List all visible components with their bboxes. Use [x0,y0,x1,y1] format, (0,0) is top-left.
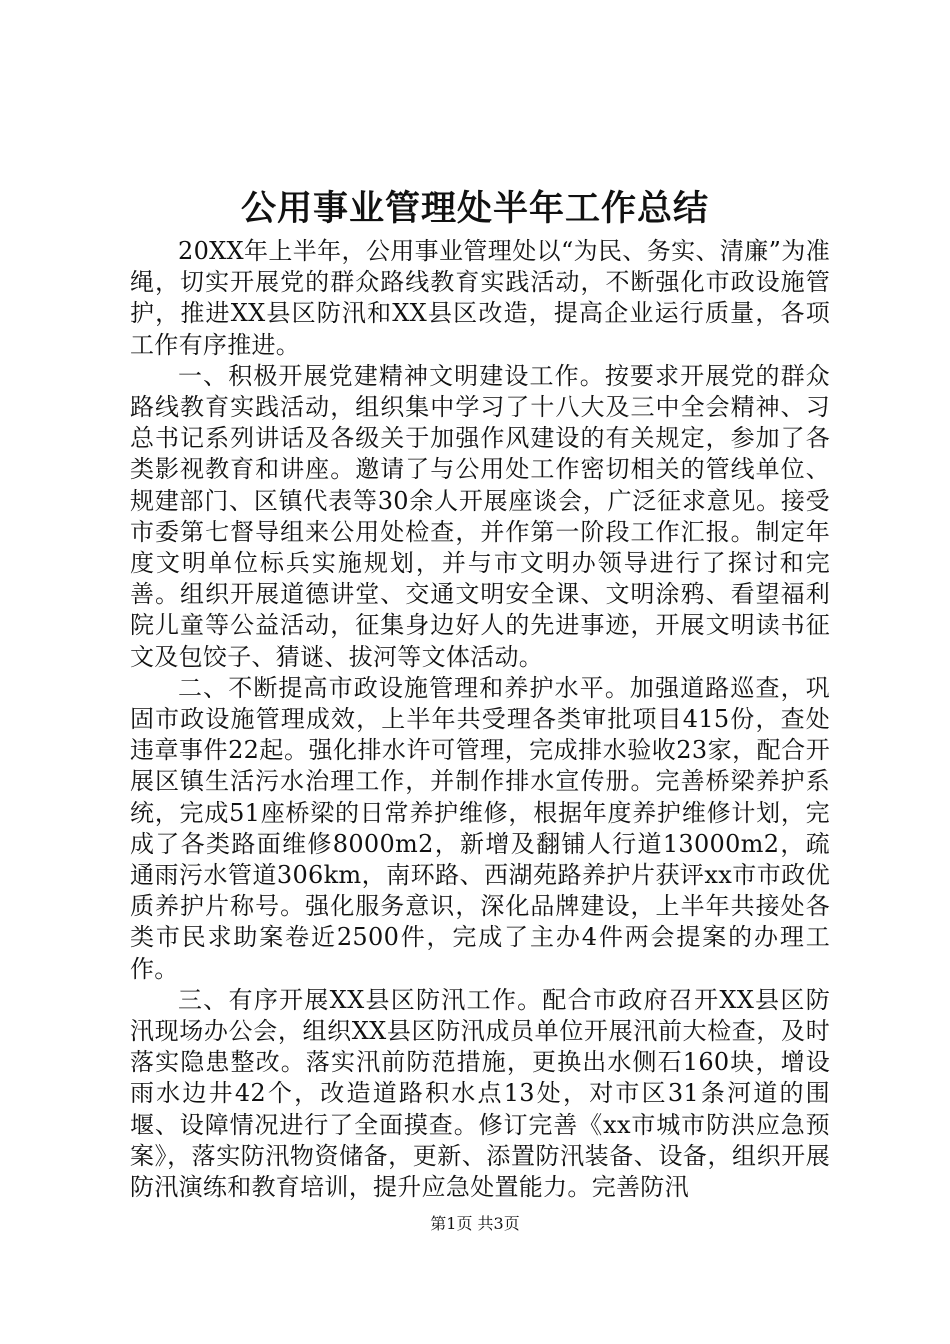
paragraph-intro: 20XX年上半年，公用事业管理处以“为民、务实、清廉”为准绳，切实开展党的群众路线教育实践活动，不断强化市政设施管护，推进XX县区防汛和XX县区改造，提高企业运行质量，各项工作有序推进。 [130,237,830,359]
paragraph-section-3: 三、有序开展XX县区防汛工作。配合市政府召开XX县区防汛现场办公会，组织XX县区防汛成员单位开展汛前大检查，及时落实隐患整改。落实汛前防范措施，更换出水侧石160块，增设雨水边井42个，改造道路积水点13处，对市区31条河道的围堰、设障情况进行了全面摸查。修订完善《xx市城市防洪应急预案》，落实防汛物资储备，更新、添置防汛装备、设备，组织开展防汛演练和教育培训，提升应急处置能力。完善防汛 [130,985,830,1202]
paragraph-section-2: 二、不断提高市政设施管理和养护水平。加强道路巡查，巩固市政设施管理成效，上半年共受理各类审批项目415份，查处违章事件22起。强化排水许可管理，完成排水验收23家，配合开展区镇生活污水治理工作，并制作排水宣传册。完善桥梁养护系统，完成51座桥梁的日常养护维修，根据年度养护维修计划，完成了各类路面维修8000m2，新增及翻铺人行道13000m2，疏通雨污水管道306km，南环路、西湖苑路养护片获评xx市市政优质养护片称号。强化服务意识，深化品牌建设，上半年共接处各类市民求助案卷近2500件，完成了主办4件两会提案的办理工作。 [130,673,830,983]
page-number-footer: 第1页 共3页 [430,1214,520,1233]
document-title: 公用事业管理处半年工作总结 [240,189,709,229]
paragraph-section-1: 一、积极开展党建精神文明建设工作。按要求开展党的群众路线教育实践活动，组织集中学习了十八大及三中全会精神、习总书记系列讲话及各级关于加强作风建设的有关规定，参加了各类影视教育和讲座。邀请了与公用处工作密切相关的管线单位、规建部门、区镇代表等30余人开展座谈会，广泛征求意见。接受市委第七督导组来公用处检查，并作第一阶段工作汇报。制定年度文明单位标兵实施规划，并与市文明办领导进行了探讨和完善。组织开展道德讲堂、交通文明安全课、文明涂鸦、看望福利院儿童等公益活动，征集身边好人的先进事迹，开展文明读书征文及包饺子、猜谜、拔河等文体活动。 [130,361,830,671]
document-body [130,236,830,1203]
